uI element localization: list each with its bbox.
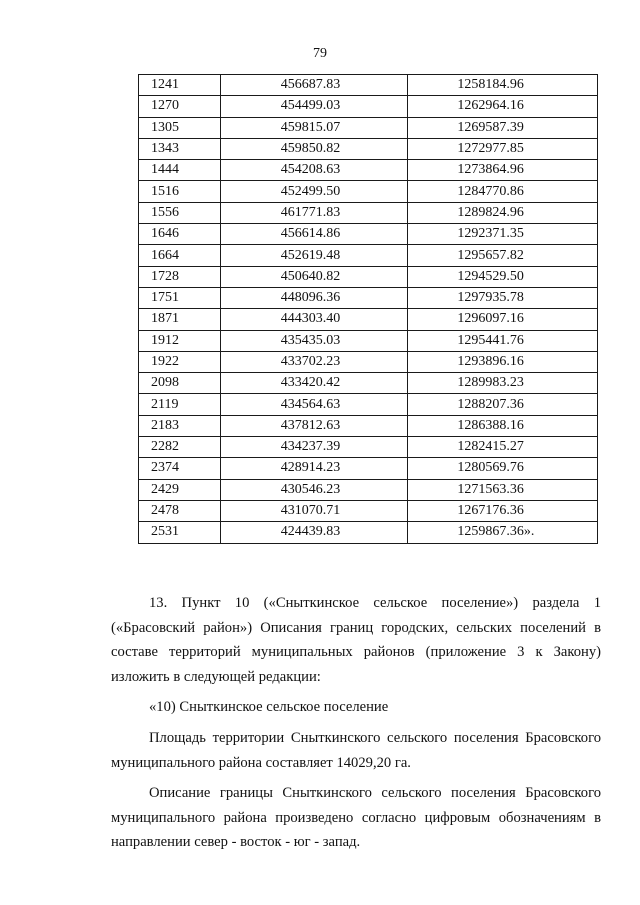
table-row: [139, 287, 598, 308]
page-number: 79: [313, 46, 327, 61]
y-coordinate-cell: 1295441.76: [408, 330, 598, 351]
table-row: [139, 479, 598, 500]
x-coordinate-cell: 434237.39: [220, 437, 408, 458]
table-row: [139, 458, 598, 479]
y-coordinate-cell: 1282415.27: [408, 437, 598, 458]
y-coordinate-cell: 1280569.76: [408, 458, 598, 479]
y-coordinate-cell: 1294529.50: [408, 266, 598, 287]
point-number-cell: 1728: [139, 266, 221, 287]
table-row: [139, 245, 598, 266]
coordinates-table-body: [139, 75, 598, 544]
x-coordinate-cell: 454208.63: [220, 160, 408, 181]
x-coordinate-cell: 461771.83: [220, 202, 408, 223]
x-coordinate-cell: 435435.03: [220, 330, 408, 351]
point-number-cell: 1343: [139, 138, 221, 159]
paragraph-area: Площадь территории Сныткинского сельского поселения Брасовского муниципального района составляет 14029,20 га.: [111, 729, 601, 771]
x-coordinate-cell: 433702.23: [220, 351, 408, 372]
y-coordinate-cell: 1259867.36».: [408, 522, 598, 543]
point-number-cell: 1305: [139, 117, 221, 138]
x-coordinate-cell: 437812.63: [220, 415, 408, 436]
point-number-cell: 1664: [139, 245, 221, 266]
point-number-cell: 1871: [139, 309, 221, 330]
y-coordinate-cell: 1289824.96: [408, 202, 598, 223]
table-row: [139, 500, 598, 521]
x-coordinate-cell: 430546.23: [220, 479, 408, 500]
x-coordinate-cell: 454499.03: [220, 96, 408, 117]
x-coordinate-cell: 450640.82: [220, 266, 408, 287]
table-row: [139, 437, 598, 458]
x-coordinate-cell: 459815.07: [220, 117, 408, 138]
paragraph-section-title: «10) Сныткинское сельское поселение: [149, 699, 389, 716]
table-row: [139, 351, 598, 372]
table-row: [139, 224, 598, 245]
y-coordinate-cell: 1258184.96: [408, 75, 598, 96]
table-row: [139, 202, 598, 223]
y-coordinate-cell: 1296097.16: [408, 309, 598, 330]
point-number-cell: 1516: [139, 181, 221, 202]
table-row: [139, 266, 598, 287]
coordinates-table: [138, 74, 598, 544]
x-coordinate-cell: 456687.83: [220, 75, 408, 96]
point-number-cell: 2282: [139, 437, 221, 458]
paragraph-boundary-description: Описание границы Сныткинского сельского поселения Брасовского муниципального района произведено согласно цифровым обозначениям в направлении север - восток - юг - запад.: [111, 785, 601, 851]
paragraph-amendment: 13. Пункт 10 («Сныткинское сельское поселение») раздела 1 («Брасовский район») Описания границ городских, сельских поселений в составе территорий муниципальных районов (приложение 3 к Закону) изложить в следующей редакции:: [111, 595, 601, 685]
point-number-cell: 1270: [139, 96, 221, 117]
y-coordinate-cell: 1269587.39: [408, 117, 598, 138]
table-row: [139, 415, 598, 436]
table-row: [139, 96, 598, 117]
point-number-cell: 2429: [139, 479, 221, 500]
y-coordinate-cell: 1271563.36: [408, 479, 598, 500]
point-number-cell: 1646: [139, 224, 221, 245]
point-number-cell: 2098: [139, 373, 221, 394]
point-number-cell: 2374: [139, 458, 221, 479]
point-number-cell: 1556: [139, 202, 221, 223]
point-number-cell: 2478: [139, 500, 221, 521]
point-number-cell: 1751: [139, 287, 221, 308]
point-number-cell: 1922: [139, 351, 221, 372]
table-row: [139, 309, 598, 330]
x-coordinate-cell: 452619.48: [220, 245, 408, 266]
y-coordinate-cell: 1267176.36: [408, 500, 598, 521]
y-coordinate-cell: 1297935.78: [408, 287, 598, 308]
x-coordinate-cell: 434564.63: [220, 394, 408, 415]
x-coordinate-cell: 424439.83: [220, 522, 408, 543]
y-coordinate-cell: 1262964.16: [408, 96, 598, 117]
x-coordinate-cell: 459850.82: [220, 138, 408, 159]
x-coordinate-cell: 456614.86: [220, 224, 408, 245]
point-number-cell: 1241: [139, 75, 221, 96]
point-number-cell: 1444: [139, 160, 221, 181]
table-row: [139, 373, 598, 394]
y-coordinate-cell: 1289983.23: [408, 373, 598, 394]
point-number-cell: 2531: [139, 522, 221, 543]
x-coordinate-cell: 444303.40: [220, 309, 408, 330]
y-coordinate-cell: 1272977.85: [408, 138, 598, 159]
y-coordinate-cell: 1284770.86: [408, 181, 598, 202]
point-number-cell: 2183: [139, 415, 221, 436]
x-coordinate-cell: 448096.36: [220, 287, 408, 308]
table-row: [139, 117, 598, 138]
table-row: [139, 330, 598, 351]
x-coordinate-cell: 428914.23: [220, 458, 408, 479]
table-row: [139, 394, 598, 415]
table-row: [139, 522, 598, 543]
table-row: [139, 181, 598, 202]
point-number-cell: 1912: [139, 330, 221, 351]
y-coordinate-cell: 1295657.82: [408, 245, 598, 266]
x-coordinate-cell: 433420.42: [220, 373, 408, 394]
x-coordinate-cell: 452499.50: [220, 181, 408, 202]
y-coordinate-cell: 1292371.35: [408, 224, 598, 245]
point-number-cell: 2119: [139, 394, 221, 415]
table-row: [139, 138, 598, 159]
table-row: [139, 75, 598, 96]
y-coordinate-cell: 1273864.96: [408, 160, 598, 181]
x-coordinate-cell: 431070.71: [220, 500, 408, 521]
y-coordinate-cell: 1293896.16: [408, 351, 598, 372]
y-coordinate-cell: 1288207.36: [408, 394, 598, 415]
table-row: [139, 160, 598, 181]
y-coordinate-cell: 1286388.16: [408, 415, 598, 436]
body-text: [111, 591, 601, 855]
